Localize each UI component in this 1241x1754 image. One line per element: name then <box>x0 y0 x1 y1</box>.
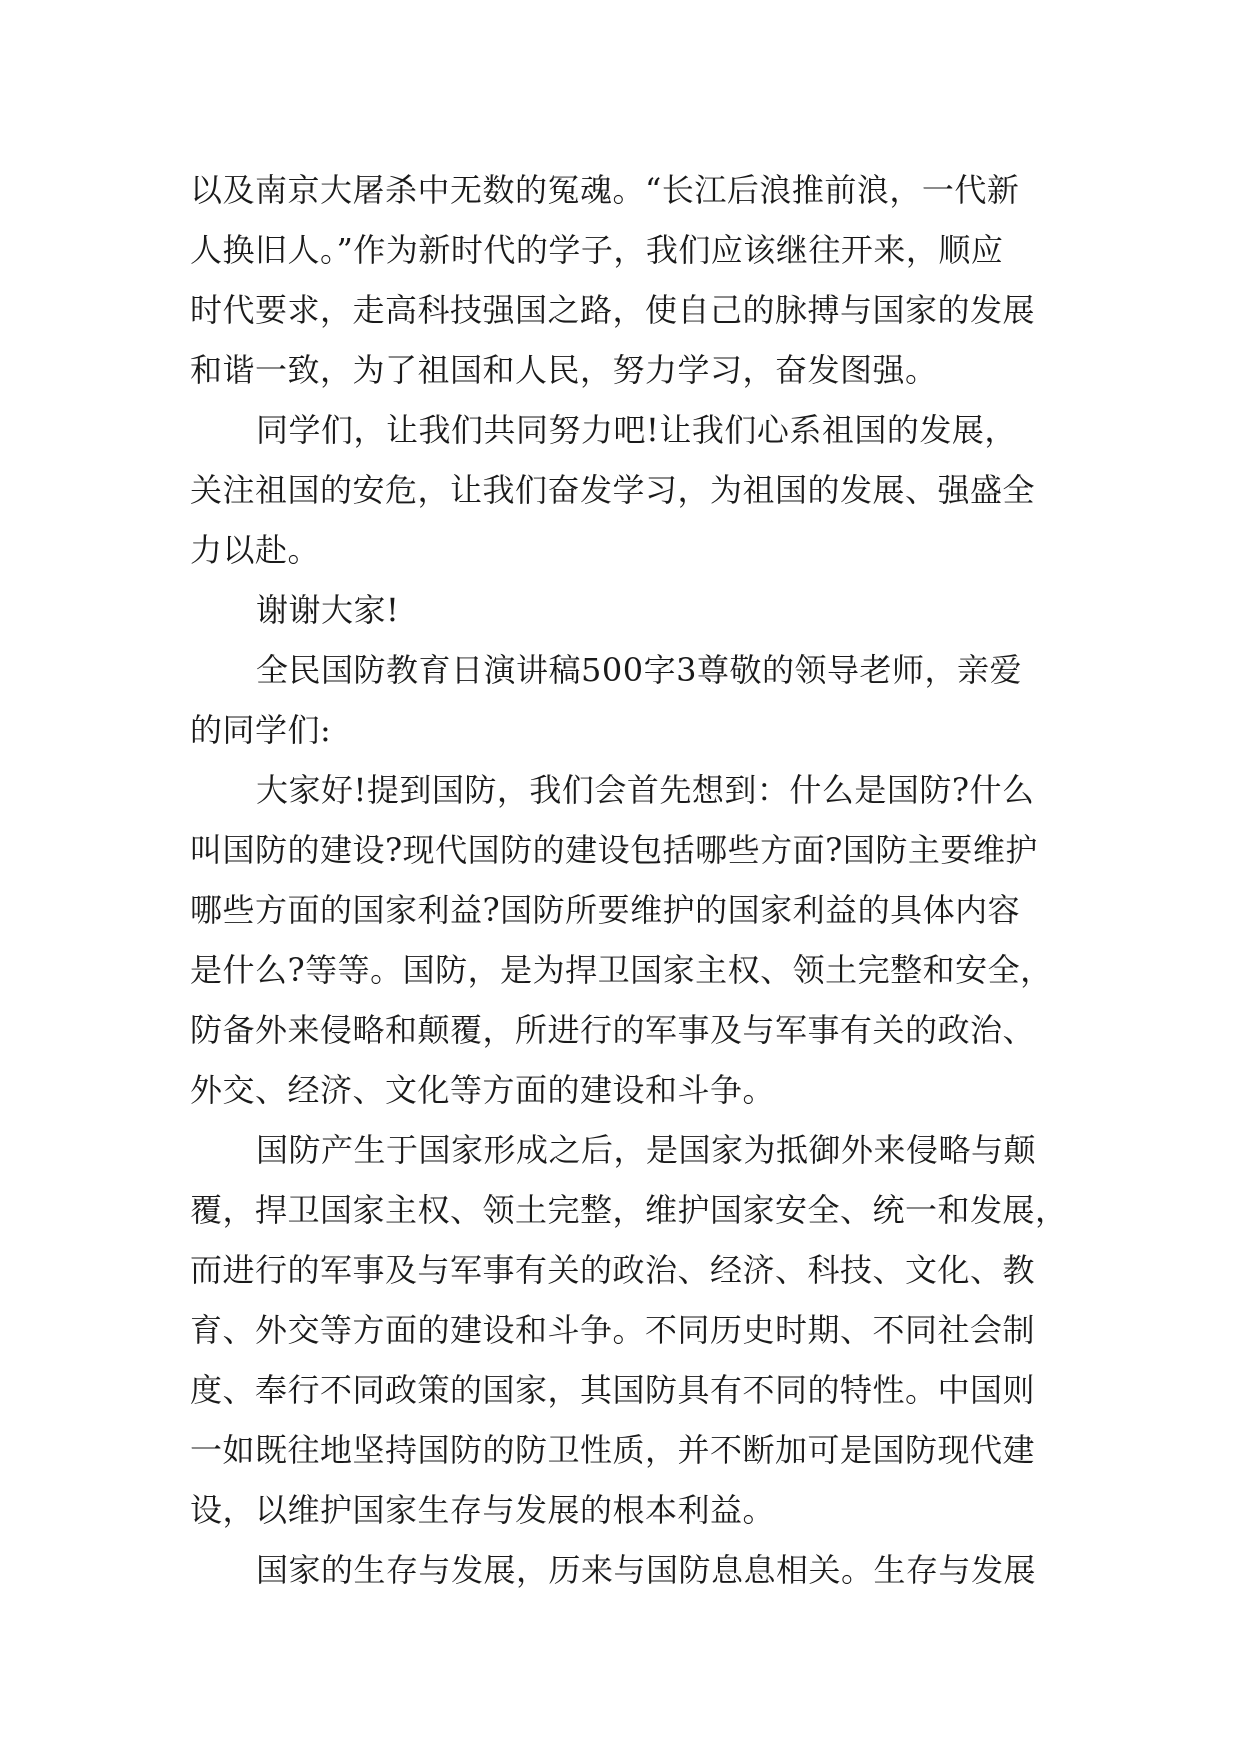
text-line: 关注祖国的安危，让我们奋发学习，为祖国的发展、强盛全 <box>190 471 1036 509</box>
text-line: 一如既往地坚持国防的防卫性质，并不断加可是国防现代建 <box>190 1431 1036 1469</box>
text-line: 度、奉行不同政策的国家，其国防具有不同的特性。中国则 <box>190 1371 1036 1409</box>
text-line: 时代要求，走高科技强国之路，使自己的脉搏与国家的发展 <box>190 291 1036 329</box>
text-line: 大家好!提到国防，我们会首先想到：什么是国防?什么 <box>256 771 1035 809</box>
text-line: 设，以维护国家生存与发展的根本利益。 <box>190 1491 776 1529</box>
text-line: 同学们，让我们共同努力吧!让我们心系祖国的发展， <box>256 411 1017 449</box>
text-line: 人换旧人。”作为新时代的学子，我们应该继往开来，顺应 <box>190 231 1004 269</box>
text-line: 外交、经济、文化等方面的建设和斗争。 <box>190 1071 776 1109</box>
text-line: 国防产生于国家形成之后，是国家为抵御外来侵略与颠 <box>256 1131 1037 1169</box>
text-line: 育、外交等方面的建设和斗争。不同历史时期、不同社会制 <box>190 1311 1036 1349</box>
text-line: 全民国防教育日演讲稿500字3尊敬的领导老师，亲爱 <box>256 651 1022 689</box>
text-line: 防备外来侵略和颠覆，所进行的军事及与军事有关的政治、 <box>190 1011 1036 1049</box>
text-line: 国家的生存与发展，历来与国防息息相关。生存与发展 <box>256 1551 1037 1589</box>
text-line: 叫国防的建设?现代国防的建设包括哪些方面?国防主要维护 <box>190 831 1038 869</box>
text-line: 和谐一致，为了祖国和人民，努力学习，奋发图强。 <box>190 351 938 389</box>
body-text <box>190 160 1080 1600</box>
text-line: 是什么?等等。国防，是为捍卫国家主权、领土完整和安全， <box>190 951 1053 989</box>
text-line: 而进行的军事及与军事有关的政治、经济、科技、文化、教 <box>190 1251 1036 1289</box>
text-line: 力以赴。 <box>190 531 321 569</box>
text-line: 覆，捍卫国家主权、领土完整，维护国家安全、统一和发展， <box>190 1191 1068 1229</box>
text-line: 哪些方面的国家利益?国防所要维护的国家利益的具体内容 <box>190 891 1021 929</box>
text-line: 以及南京大屠杀中无数的冤魂。“长江后浪推前浪，一代新 <box>190 171 1020 209</box>
text-line: 谢谢大家! <box>256 591 400 629</box>
text-line: 的同学们: <box>190 711 332 749</box>
